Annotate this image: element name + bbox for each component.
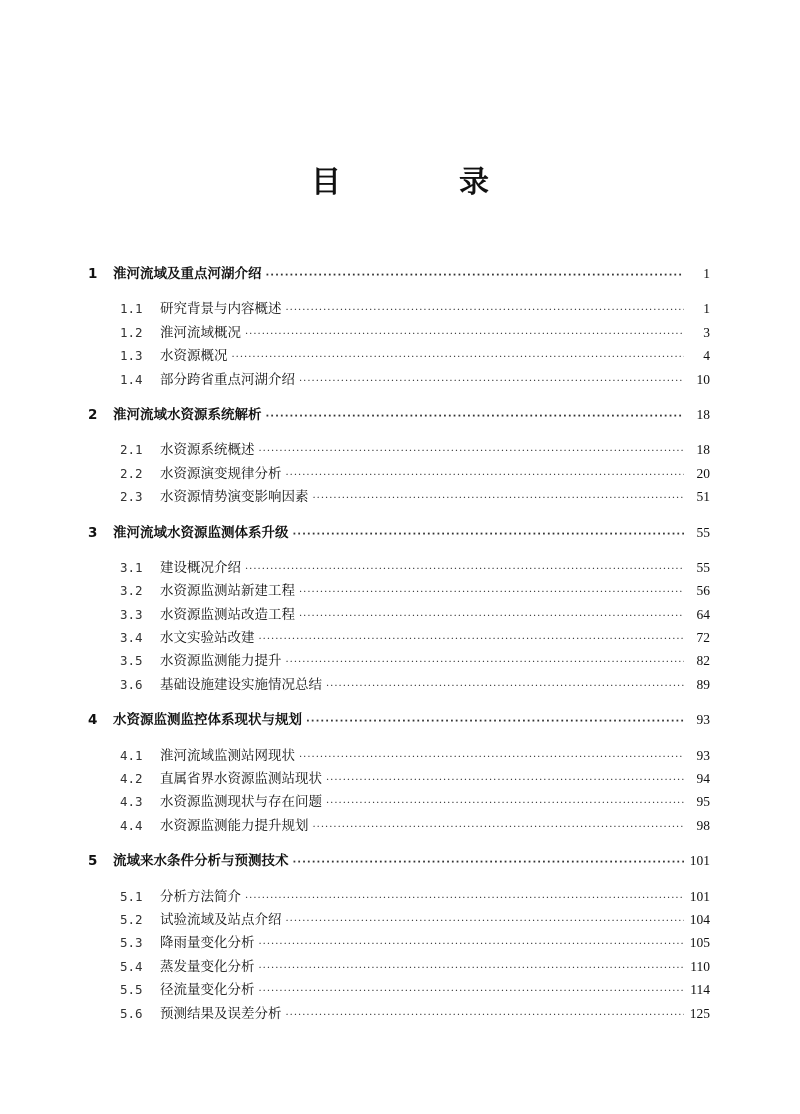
toc-number: 3.6 — [120, 676, 143, 692]
toc-label: 水资源概况 — [160, 348, 228, 365]
dot-leader — [293, 523, 685, 546]
toc-page-number: 18 — [696, 406, 710, 422]
toc-label: 水文实验站改建 — [160, 630, 255, 647]
toc-section-1-1[interactable] — [88, 297, 710, 320]
toc-label: 淮河流域概况 — [160, 324, 241, 341]
toc-page-number: 10 — [696, 371, 710, 387]
dot-leader — [326, 769, 684, 792]
toc-page-number: 101 — [689, 888, 710, 904]
toc-page-number: 1 — [703, 301, 710, 317]
toc-label: 水资源监测能力提升 — [160, 653, 282, 670]
toc-section-5-1[interactable] — [88, 885, 710, 908]
toc-page-number: 1 — [703, 266, 710, 281]
toc-section-2-2[interactable] — [88, 462, 710, 485]
toc-label: 淮河流域水资源监测体系升级 — [113, 524, 289, 541]
dot-leader — [266, 405, 685, 428]
toc-number: 2.2 — [120, 465, 143, 481]
toc-number: 5.6 — [120, 1005, 143, 1021]
toc-number: 5.5 — [120, 982, 143, 998]
toc-number: 3.5 — [120, 653, 143, 669]
toc-number: 5.3 — [120, 935, 143, 951]
toc-label: 淮河流域及重点河湖介绍 — [113, 266, 262, 282]
dot-leader — [299, 581, 684, 604]
toc-label: 径流量变化分析 — [160, 982, 255, 999]
toc-number: 3.3 — [120, 606, 143, 622]
toc-section-4-3[interactable] — [88, 790, 710, 813]
dot-leader — [286, 299, 685, 322]
toc-page-number: 93 — [696, 747, 710, 763]
dot-leader — [259, 957, 685, 980]
dot-leader — [259, 628, 685, 651]
toc-page-number: 125 — [689, 1005, 710, 1021]
toc-number: 3.4 — [120, 630, 143, 646]
toc-section-5-3[interactable] — [88, 931, 710, 954]
toc-page-number: 94 — [696, 771, 710, 787]
dot-leader — [313, 487, 685, 510]
toc-number: 1.3 — [120, 348, 143, 364]
page-title: 目 录 — [311, 165, 533, 200]
toc-label: 基础设施建设实施情况总结 — [160, 676, 322, 693]
toc-section-3-4[interactable] — [88, 626, 710, 649]
toc-number: 5.4 — [120, 958, 143, 974]
toc-label: 水资源监测监控体系现状与规划 — [113, 712, 302, 729]
toc-chapter-5[interactable] — [88, 849, 710, 872]
toc-label: 流域来水条件分析与预测技术 — [113, 853, 289, 870]
toc-label: 淮河流域水资源系统解析 — [113, 406, 262, 423]
dot-leader — [259, 933, 685, 956]
toc-section-3-3[interactable] — [88, 603, 710, 626]
toc-page-number: 72 — [696, 630, 710, 646]
toc-page-number: 101 — [689, 853, 710, 869]
toc-chapter-2[interactable] — [88, 403, 710, 426]
toc-label: 部分跨省重点河湖介绍 — [160, 371, 295, 388]
dot-leader — [286, 1004, 685, 1027]
toc-section-1-3[interactable] — [88, 344, 710, 367]
toc-section-2-1[interactable] — [88, 438, 710, 461]
toc-number: 1 — [88, 266, 98, 282]
toc-section-4-4[interactable] — [88, 814, 710, 837]
toc-page-number: 95 — [696, 794, 710, 810]
toc-number: 4 — [88, 712, 98, 729]
toc-page-number: 82 — [696, 653, 710, 669]
toc-section-3-5[interactable] — [88, 649, 710, 672]
toc-number: 1.1 — [120, 301, 143, 317]
toc-page-number: 20 — [696, 465, 710, 481]
dot-leader — [299, 605, 684, 628]
toc-number: 5.2 — [120, 911, 143, 927]
toc-chapter-3[interactable] — [88, 521, 710, 544]
toc-page-number: 110 — [690, 958, 710, 974]
toc-number: 2 — [88, 406, 98, 423]
toc-label: 研究背景与内容概述 — [160, 301, 282, 318]
toc-label: 预测结果及误差分析 — [160, 1005, 282, 1022]
toc-label: 降雨量变化分析 — [160, 935, 255, 952]
toc-label: 水资源系统概述 — [160, 442, 255, 459]
toc-number: 4.4 — [120, 817, 143, 833]
dot-leader — [245, 558, 684, 581]
dot-leader — [259, 980, 685, 1003]
toc-number: 2.1 — [120, 442, 143, 458]
toc-section-5-6[interactable] — [88, 1002, 710, 1025]
dot-leader — [259, 440, 685, 463]
toc-label: 淮河流域监测站网现状 — [160, 747, 295, 764]
toc-page-number: 3 — [703, 324, 710, 340]
toc-label: 建设概况介绍 — [160, 559, 241, 576]
toc-page-number: 104 — [689, 911, 710, 927]
toc-section-4-2[interactable] — [88, 767, 710, 790]
toc-section-1-2[interactable] — [88, 321, 710, 344]
dot-leader — [306, 710, 684, 733]
toc-number: 3.2 — [120, 583, 143, 599]
toc-page-number: 51 — [696, 489, 710, 505]
dot-leader — [286, 651, 685, 674]
toc-number: 2.3 — [120, 489, 143, 505]
toc-page-number: 4 — [703, 348, 710, 364]
toc-number: 3.1 — [120, 559, 143, 575]
toc-number: 5 — [88, 853, 98, 870]
toc-label: 水资源监测站改造工程 — [160, 606, 295, 623]
toc-label: 水资源监测能力提升规划 — [160, 817, 309, 834]
toc-number: 1.2 — [120, 324, 143, 340]
toc-number: 3 — [88, 524, 98, 541]
toc-section-3-2[interactable] — [88, 579, 710, 602]
toc-label: 水资源演变规律分析 — [160, 465, 282, 482]
toc-chapter-1[interactable] — [88, 262, 710, 285]
toc-section-3-1[interactable] — [88, 556, 710, 579]
toc-number: 1.4 — [120, 371, 143, 387]
dot-leader — [299, 746, 684, 769]
dot-leader — [245, 323, 684, 346]
toc-page-number: 55 — [696, 524, 710, 540]
toc-number: 5.1 — [120, 888, 143, 904]
toc-page-number: 55 — [696, 559, 710, 575]
toc-number: 4.2 — [120, 771, 143, 787]
toc-label: 直属省界水资源监测站现状 — [160, 771, 322, 788]
toc-page-number: 56 — [696, 583, 710, 599]
toc-section-4-1[interactable] — [88, 744, 710, 767]
toc-section-3-6[interactable] — [88, 673, 710, 696]
toc-number: 4.3 — [120, 794, 143, 810]
toc-label: 蒸发量变化分析 — [160, 958, 255, 975]
toc-section-2-3[interactable] — [88, 485, 710, 508]
toc-chapter-4[interactable] — [88, 708, 710, 731]
toc-page-number: 105 — [689, 935, 710, 951]
dot-leader — [232, 346, 685, 369]
toc-page-number: 114 — [690, 982, 710, 998]
dot-leader — [299, 370, 684, 393]
dot-leader — [286, 910, 685, 933]
table-of-contents — [88, 262, 710, 1025]
dot-leader — [286, 464, 685, 487]
dot-leader — [326, 675, 684, 698]
dot-leader — [313, 816, 685, 839]
toc-section-5-5[interactable] — [88, 978, 710, 1001]
toc-page-number: 98 — [696, 817, 710, 833]
toc-number: 4.1 — [120, 747, 143, 763]
toc-label: 分析方法简介 — [160, 888, 241, 905]
toc-section-1-4[interactable] — [88, 368, 710, 391]
toc-label: 水资源情势演变影响因素 — [160, 489, 309, 506]
toc-section-5-4[interactable] — [88, 955, 710, 978]
toc-label: 水资源监测站新建工程 — [160, 583, 295, 600]
dot-leader — [245, 887, 684, 910]
toc-label: 水资源监测现状与存在问题 — [160, 794, 322, 811]
toc-section-5-2[interactable] — [88, 908, 710, 931]
dot-leader — [293, 851, 685, 874]
toc-page-number: 93 — [696, 712, 710, 728]
toc-page-number: 64 — [696, 606, 710, 622]
toc-page-number: 89 — [696, 676, 710, 692]
toc-page-number: 18 — [696, 442, 710, 458]
toc-label: 试验流域及站点介绍 — [160, 911, 282, 928]
dot-leader — [326, 792, 684, 815]
dot-leader — [266, 264, 685, 287]
